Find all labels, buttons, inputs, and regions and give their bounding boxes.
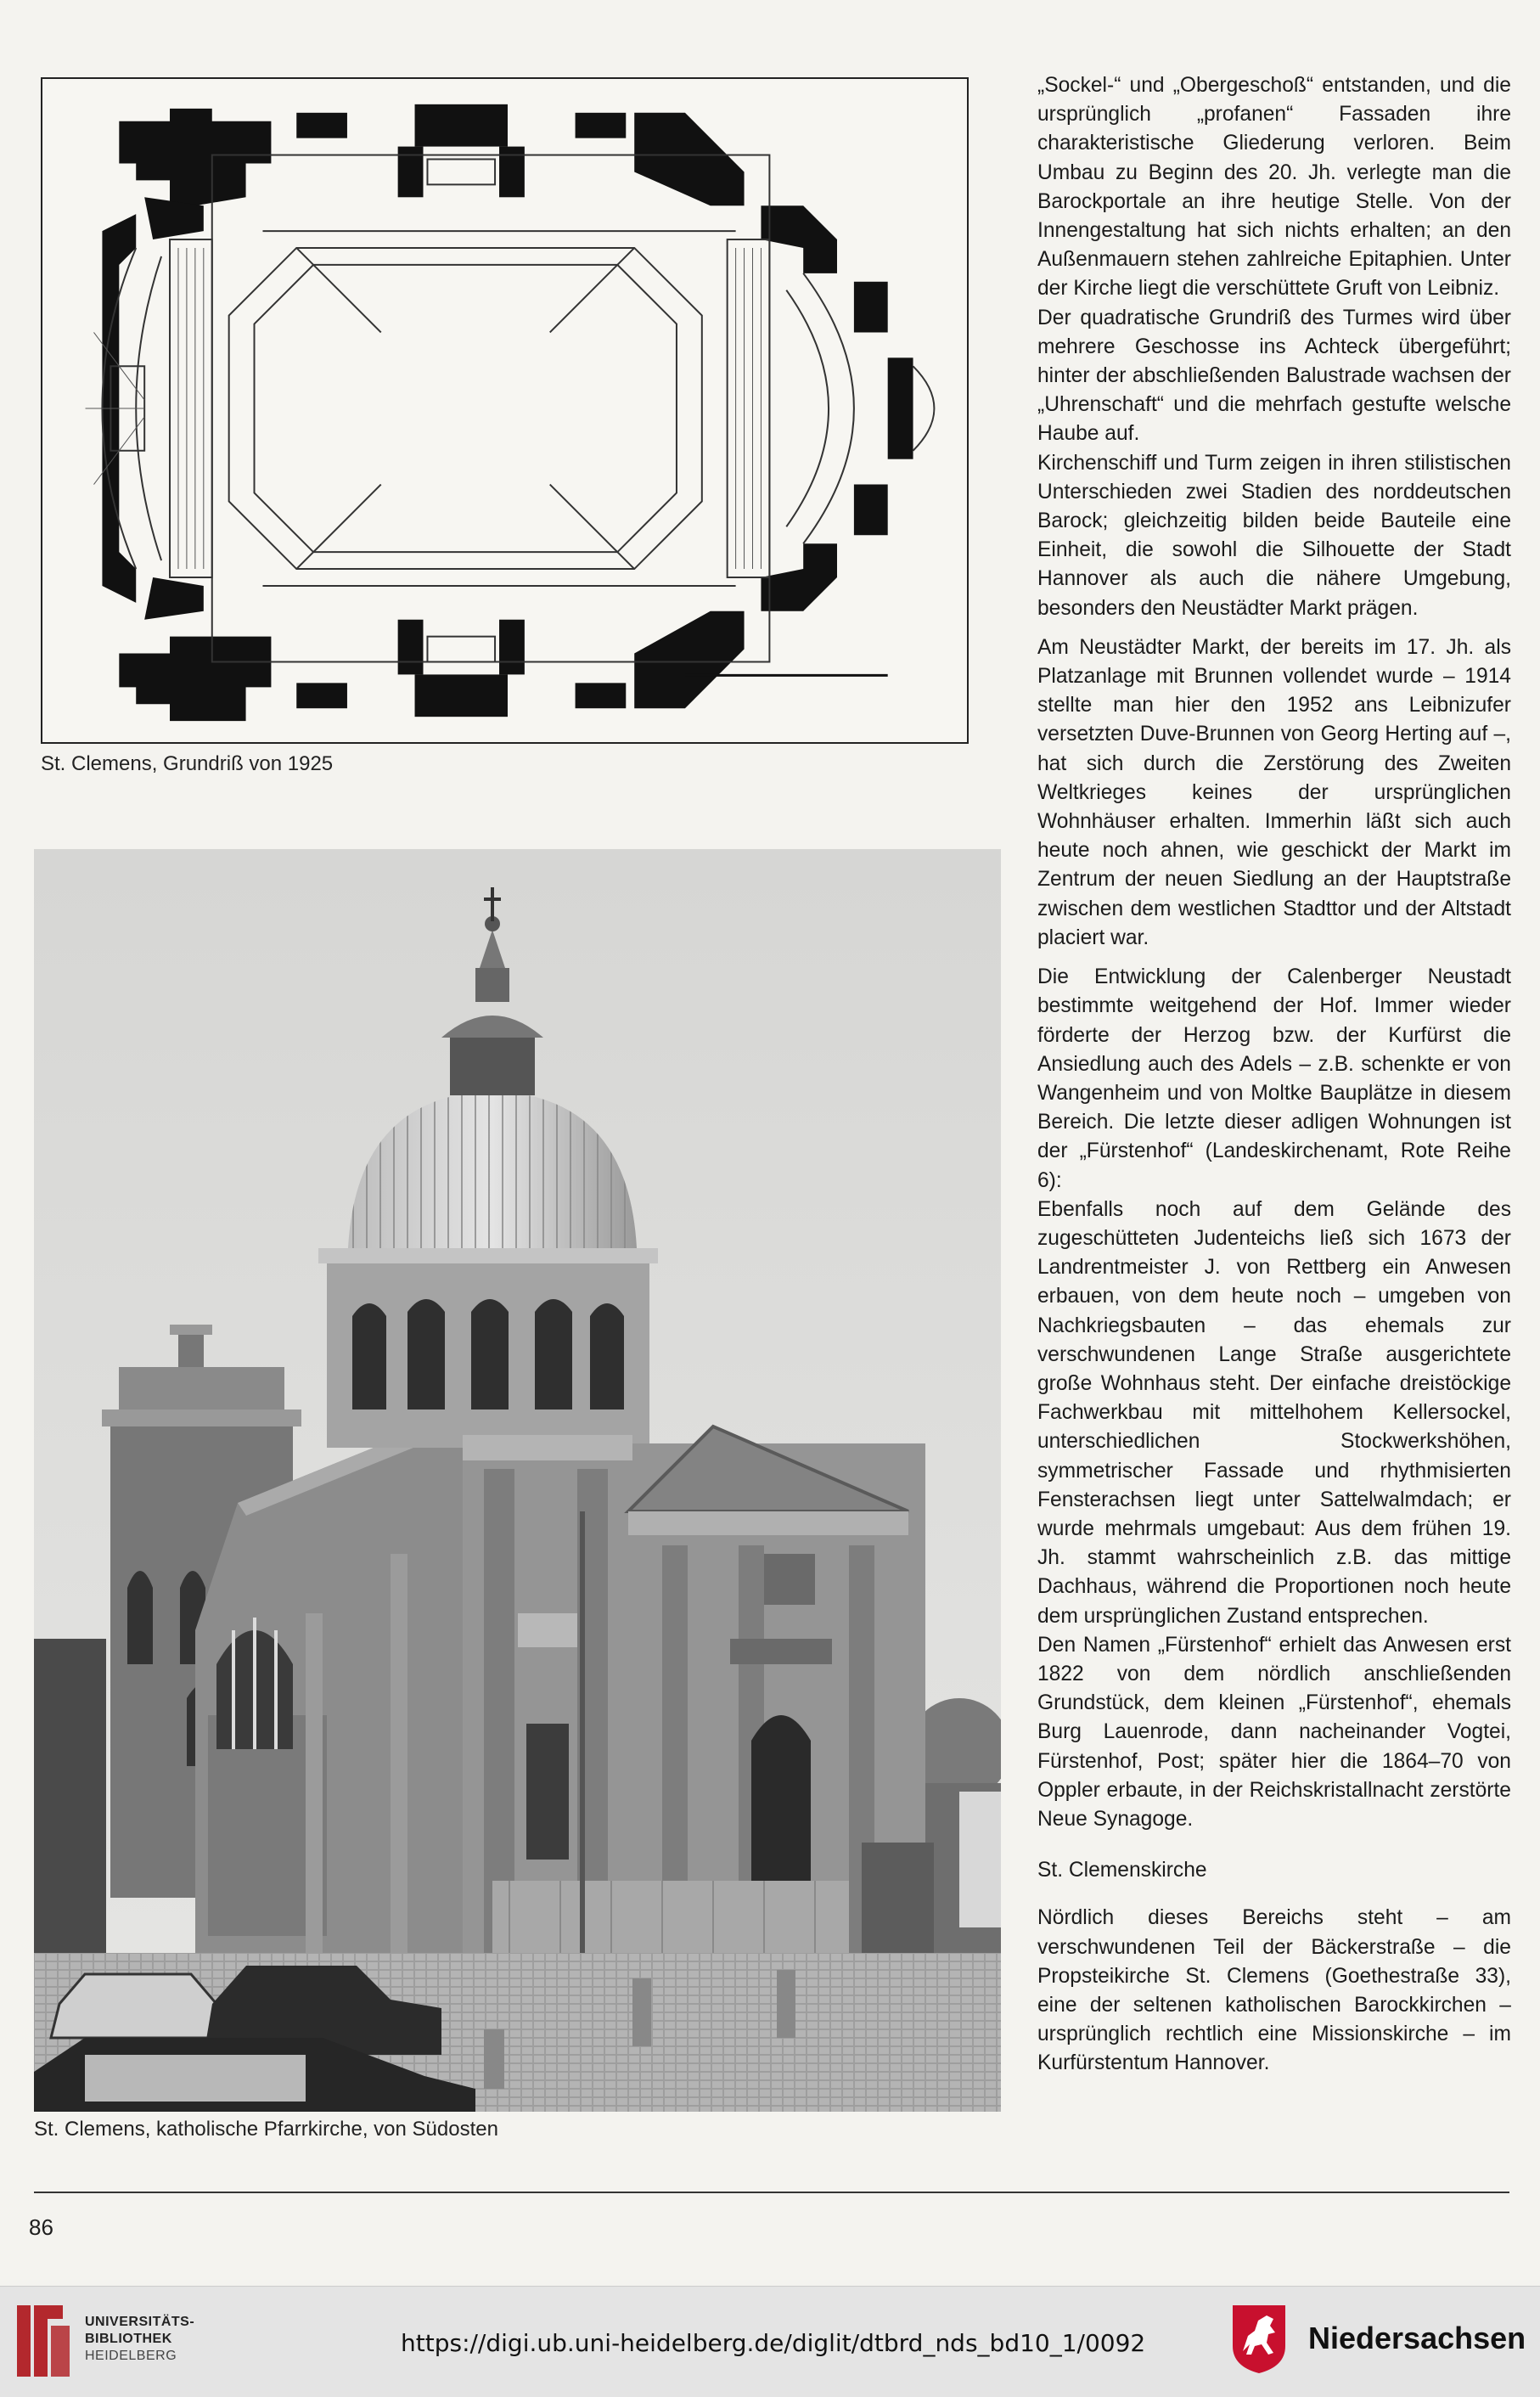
footer-bar [0, 2286, 1540, 2397]
church-photograph [34, 849, 1001, 2112]
niedersachsen-horse-logo-icon [1229, 2302, 1289, 2375]
paragraph-8: Nördlich dieses Bereichs steht – am verschwundenen Teil der Bäckerstraße – die Propsteikirche St. Clemens (Goethestraße 33), eine der seltenen katholischen Barockkirchen – ursprünglich rechtlich eine Missionskirche – im Kurfürstentum Hannover. [1037, 1906, 1511, 2075]
main-text-column [1037, 71, 1511, 2079]
library-line-1: UNIVERSITÄTS- [85, 2315, 195, 2329]
paragraph-3: Kirchenschiff und Turm zeigen in ihren stilistischen Unterschieden zwei Stadien des norddeutschen Barock; gleichzeitig bilden beide Bauteile eine Einheit, die sowohl die Silhouette der Stadt Hannover als auch die nähere Umgebung, besonders den Neustädter Markt prägen. [1037, 451, 1511, 620]
paragraph-4: Am Neustädter Markt, der bereits im 17. Jh. als Platzanlage mit Brunnen vollendet wurde – 1914 stellte man hier den 1952 ans Leibnizufer versetzten Duve-Brunnen von Georg Herting auf –, hat sich durch die Zerstörung des Zweiten Weltkrieges keines der ursprünglichen Wohnhäuser erhalten. Immerhin läßt sich auch heute noch ahnen, wie geschickt der Markt im Zentrum der neuen Siedlung an der Hauptstraße zwischen dem westlichen Stadttor und der Altstadt placiert war. [1037, 635, 1511, 949]
photo-caption: St. Clemens, katholische Pfarrkirche, von Südosten [34, 2118, 498, 2141]
university-library-logo-icon [14, 2299, 75, 2383]
permalink-url[interactable]: https://digi.ub.uni-heidelberg.de/diglit/dtbrd_nds_bd10_1/0092 [401, 2329, 1146, 2357]
floor-plan-figure [41, 77, 969, 744]
church-photo-drawing [34, 849, 1001, 2112]
paragraph-5: Die Entwicklung der Calenberger Neustadt bestimmte weitgehend der Hof. Immer wieder förderte der Herzog bzw. der Kurfürst die Ansiedlung auch des Adels – z.B. schenkte er von Wangenheim und von Moltke Bauplätze in diesem Bereich. Die letzte dieser adligen Wohnungen ist der „Fürstenhof“ (Landeskirchenamt, Rote Reihe 6): [1037, 965, 1511, 1192]
floor-plan-drawing [42, 79, 967, 742]
state-name: Niedersachsen [1308, 2321, 1526, 2355]
bottom-rule [34, 2192, 1509, 2193]
paragraph-2: Der quadratische Grundriß des Turmes wird über mehrere Geschosse ins Achteck übergeführt; hinter der abschließenden Balustrade wachsen der „Uhrenschaft“ und die mehrfach gestufte welsche Haube auf. [1037, 306, 1511, 446]
plan-caption: St. Clemens, Grundriß von 1925 [41, 752, 334, 775]
university-library-name [85, 2314, 194, 2365]
page-number: 86 [29, 2214, 53, 2240]
library-line-2: BIBLIOTHEK [85, 2332, 172, 2346]
paragraph-7: Den Namen „Fürstenhof“ erhielt das Anwesen erst 1822 von dem nördlich anschließenden Grundstück, dem kleinen „Fürstenhof“, ehemals Burg Lauenrode, dann nacheinander Vogtei, Fürstenhof, Post; später hier die 1864–70 von Oppler erbaute, in der Reichskristallnacht zerstörte Neue Synagoge. [1037, 1633, 1511, 1831]
library-line-3: HEIDELBERG [85, 2349, 177, 2363]
section-heading: St. Clemenskirche [1037, 1859, 1207, 1882]
paragraph-1: „Sockel-“ und „Obergeschoß“ entstanden, und die ursprünglich „profanen“ Fassaden ihre charakteristische Gliederung verloren. Beim Umbau zu Beginn des 20. Jh. verlegte man die Barockportale an ihre heutige Stelle. Von der Innengestaltung hat sich nichts erhalten; an den Außenmauern stehen zahlreiche Epitaphien. Unter der Kirche liegt die verschüttete Gruft von Leibniz. [1037, 74, 1511, 301]
paragraph-6: Ebenfalls noch auf dem Gelände des zugeschütteten Judenteichs ließ sich 1673 der Landrentmeister J. von Rettberg ein Anwesen erbauen, von dem heute noch – umgeben von Nachkriegsbauten – das ehemals zur verschwundenen Lange Straße ausgerichtete große Wohnhaus steht. Der einfache dreistöckige Fachwerkbau mit mittelhohem Kellersockel, unterschiedlichen Stockwerkshöhen, symmetrischer Fassade und rhythmisierten Fensterachsen liegt unter Sattelwalmdach; er wurde mehrmals umgebaut: Aus dem frühen 19. Jh. stammt wahrscheinlich z.B. das mittige Dachhaus, während die Proportionen noch heute dem ursprünglichen Zustand entsprechen. [1037, 1197, 1511, 1628]
